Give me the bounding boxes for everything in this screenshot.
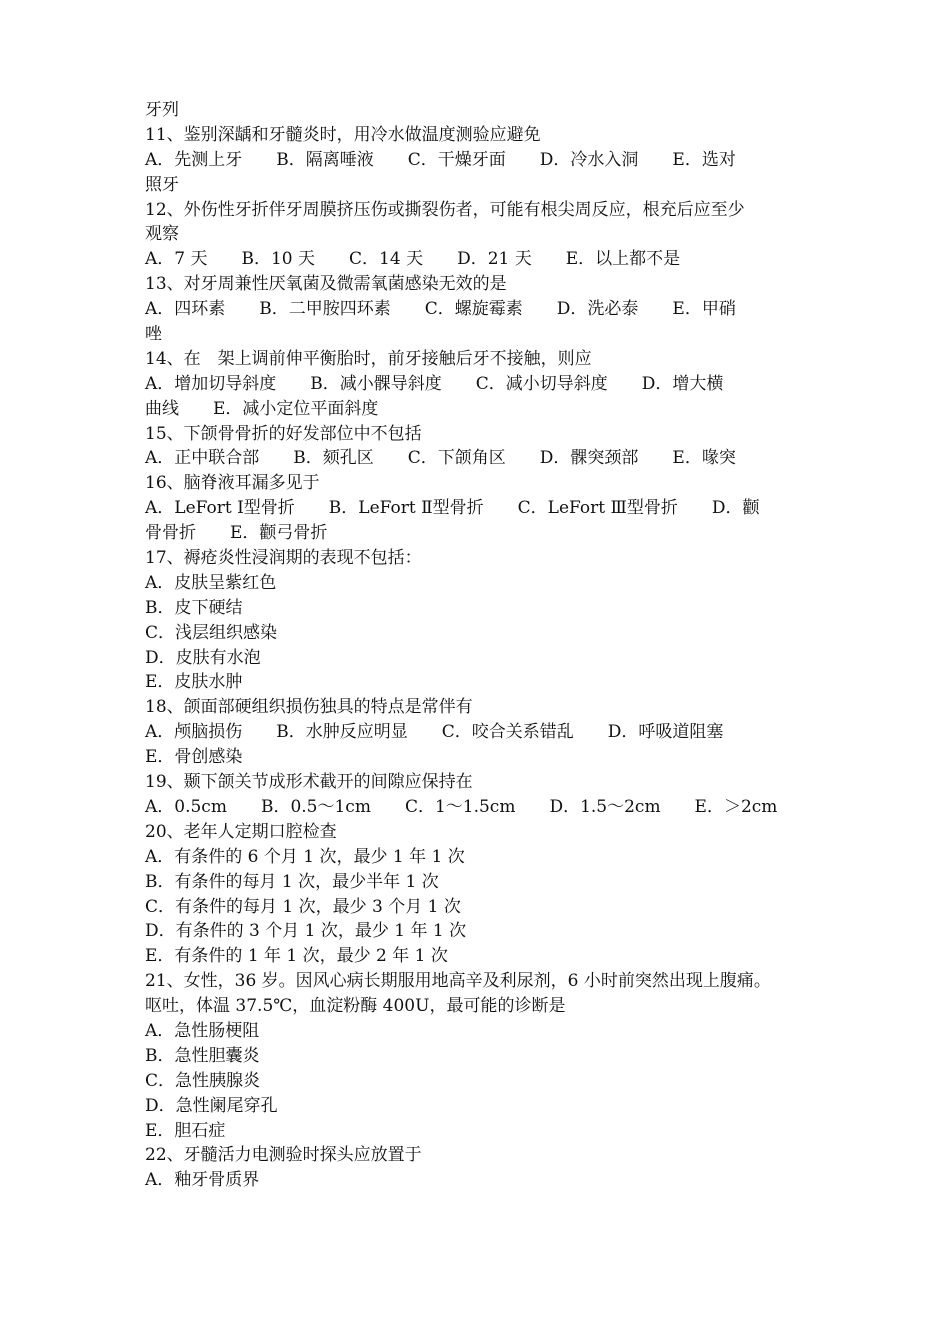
text-line: 唑 [145,324,162,345]
text-line: D．有条件的 3 个月 1 次，最少 1 年 1 次 [145,921,467,942]
text-line: D．皮肤有水泡 [145,647,261,668]
text-line: A．正中联合部 B．颏孔区 C．下颌角区 D．髁突颈部 E．喙突 [145,448,736,469]
text-line: E．胆石症 [145,1120,226,1141]
text-line: 14、在 架上调前伸平衡胎时，前牙接触后牙不接触，则应 [145,348,592,369]
text-line: 19、颞下颌关节成形术截开的间隙应保持在 [145,772,473,793]
text-line: D．急性阑尾穿孔 [145,1095,278,1116]
text-line: 22、牙髓活力电测验时探头应放置于 [145,1145,422,1166]
text-line: A．皮肤呈紫红色 [145,572,277,593]
text-line: 呕吐，体温 37.5℃，血淀粉酶 400U，最可能的诊断是 [145,996,566,1017]
text-line: A．LeFort Ⅰ型骨折 B．LeFort Ⅱ型骨折 C．LeFort Ⅲ型骨折 D．颧 [145,498,760,519]
text-line: E．有条件的 1 年 1 次，最少 2 年 1 次 [145,946,448,967]
text-line: A．有条件的 6 个月 1 次，最少 1 年 1 次 [145,846,465,867]
text-line: A．增加切导斜度 B．减小髁导斜度 C．减小切导斜度 D．增大横 [145,373,724,394]
text-line: 18、颌面部硬组织损伤独具的特点是常伴有 [145,697,473,718]
text-line: 20、老年人定期口腔检查 [145,821,337,842]
text-line: C．有条件的每月 1 次，最少 3 个月 1 次 [145,896,461,917]
text-line: 曲线 E．减小定位平面斜度 [145,398,379,419]
text-line: 骨骨折 E．颧弓骨折 [145,523,328,544]
text-line: 牙列 [145,100,179,120]
text-line: A．釉牙骨质界 [145,1170,260,1191]
text-line: A．急性肠梗阻 [145,1020,260,1041]
text-line: B．有条件的每月 1 次，最少半年 1 次 [145,871,439,892]
text-line: C．浅层组织感染 [145,622,278,643]
document-body [145,98,811,1193]
text-line: E．皮肤水肿 [145,672,243,693]
text-line: B．急性胆囊炎 [145,1045,260,1066]
text-line: C．急性胰腺炎 [145,1070,261,1091]
text-line: 15、下颌骨骨折的好发部位中不包括 [145,423,422,444]
text-line: A．0.5cm B．0.5～1cm C．1～1.5cm D．1.5～2cm E．＞2cm [145,796,778,817]
text-line: 观察 [145,224,179,245]
text-line: 17、褥疮炎性浸润期的表现不包括： [145,548,422,569]
text-line: B．皮下硬结 [145,597,243,618]
text-line: 21、女性，36 岁。因风心病长期服用地高辛及利尿剂，6 小时前突然出现上腹痛。 [145,971,771,992]
text-line: A．四环素 B．二甲胺四环素 C．螺旋霉素 D．洗必泰 E．甲硝 [145,299,736,320]
text-line: 16、脑脊液耳漏多见于 [145,473,320,494]
text-line: 照牙 [145,174,179,195]
text-line: E．骨创感染 [145,747,243,768]
text-line: 13、对牙周兼性厌氧菌及微需氧菌感染无效的是 [145,274,507,295]
text-line: 11、鉴别深龋和牙髓炎时，用冷水做温度测验应避免 [145,124,541,145]
text-line: A．先测上牙 B．隔离唾液 C．干燥牙面 D．冷水入洞 E．选对 [145,149,736,170]
text-line: A．颅脑损伤 B．水肿反应明显 C．咬合关系错乱 D．呼吸道阻塞 [145,722,724,743]
text-line: 12、外伤性牙折伴牙周膜挤压伤或撕裂伤者，可能有根尖周反应，根充后应至少 [145,199,745,220]
text-line: A．7 天 B．10 天 C．14 天 D．21 天 E．以上都不是 [145,249,681,270]
